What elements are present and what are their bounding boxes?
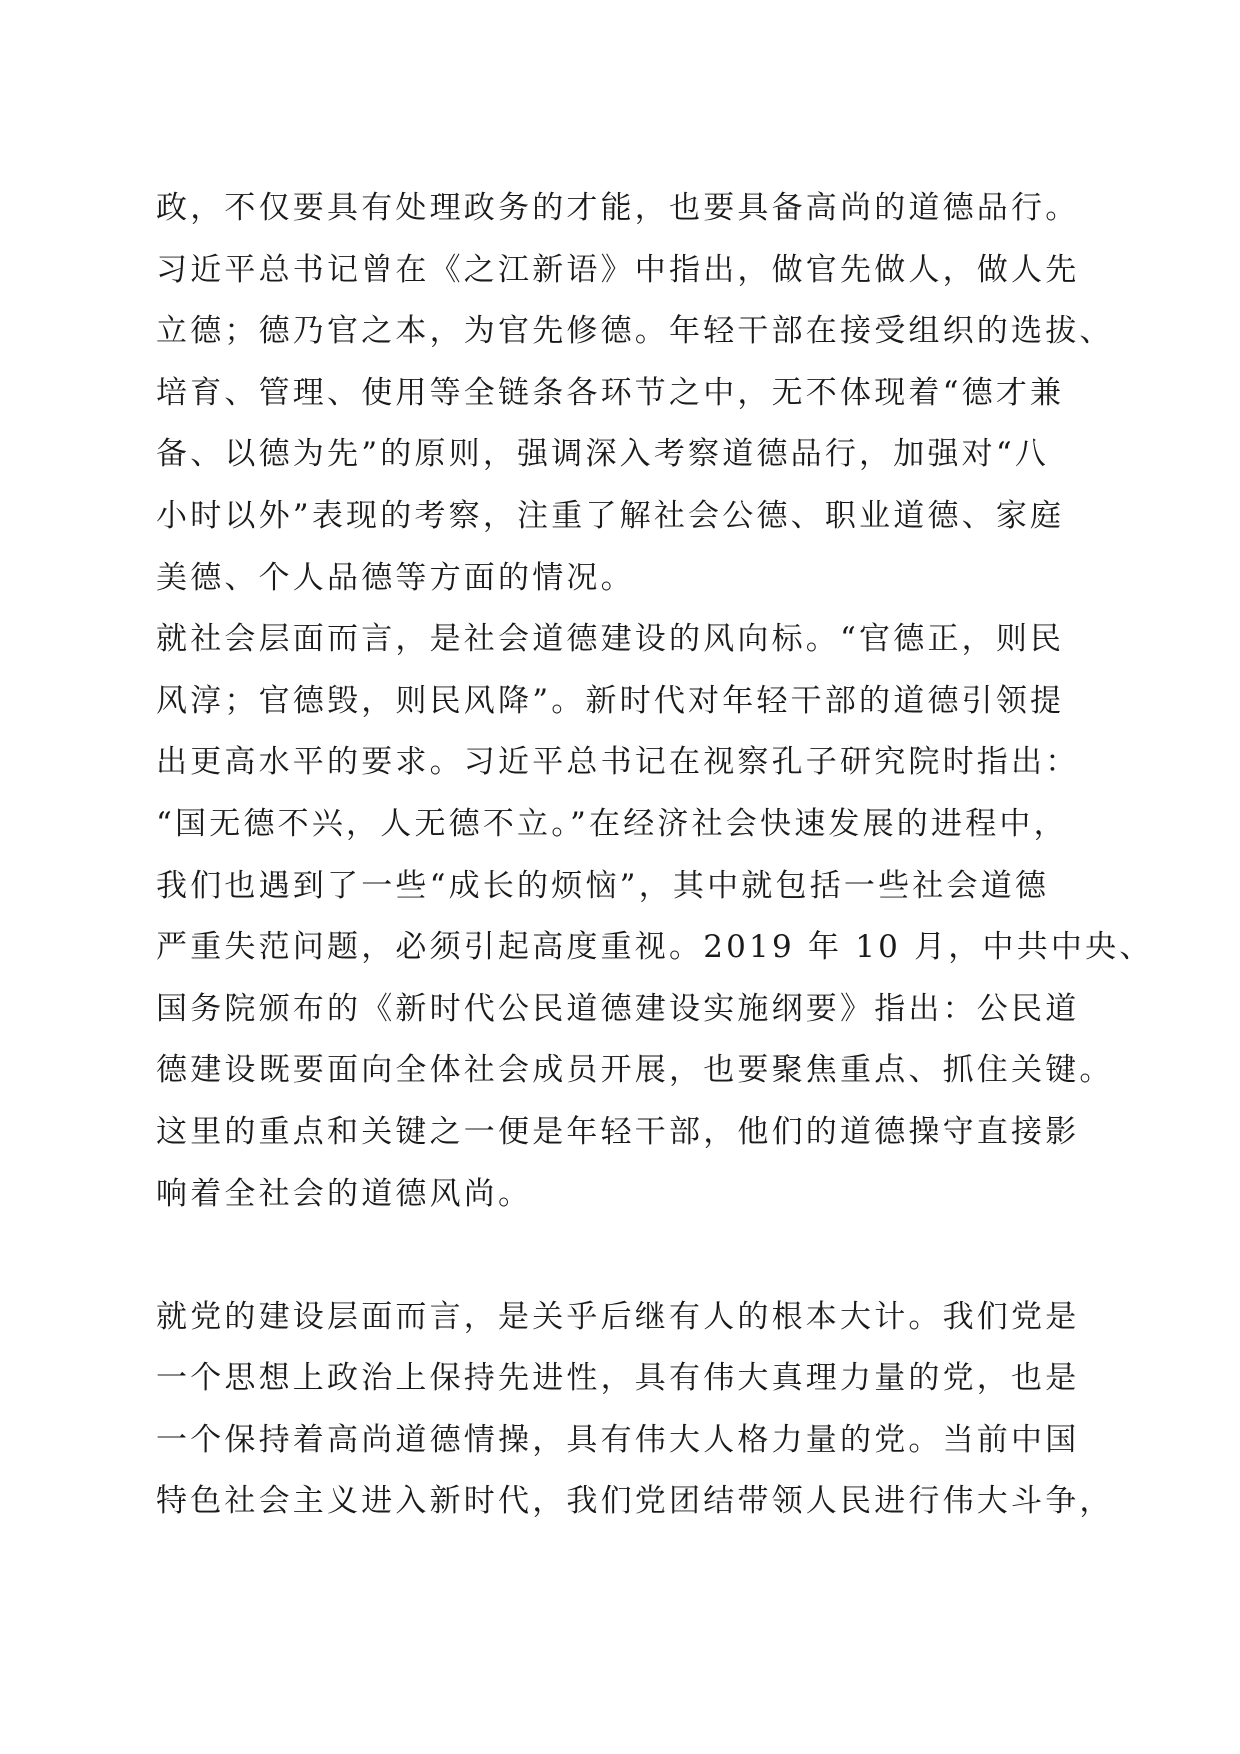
- text-line: 出更高水平的要求。习近平总书记在视察孔子研究院时指出：: [156, 744, 1080, 781]
- text-line: 立德；德乃官之本，为官先修德。年轻干部在接受组织的选拔、: [156, 313, 1114, 350]
- paragraph-moral-character: [156, 188, 1114, 619]
- text-line: 这里的重点和关键之一便是年轻干部，他们的道德操守直接影: [156, 1113, 1080, 1150]
- text-line: 我们也遇到了一些“成长的烦恼”，其中就包括一些社会道德: [156, 867, 1050, 904]
- paragraph-party-building: [156, 1297, 1114, 1543]
- text-line: 备、以德为先”的原则，强调深入考察道德品行，加强对“八: [156, 436, 1050, 473]
- text-line: 德建设既要面向全体社会成员开展，也要聚焦重点、抓住关键。: [156, 1052, 1114, 1089]
- text-line: [156, 1235, 1086, 1297]
- text-line: 国务院颁布的《新时代公民道德建设实施纲要》指出：公民道: [156, 990, 1080, 1027]
- text-line: 习近平总书记曾在《之江新语》中指出，做官先做人，做人先: [156, 251, 1080, 288]
- text-line: 小时以外”表现的考察，注重了解社会公德、职业道德、家庭: [156, 497, 1065, 534]
- text-line: 一个保持着高尚道德情操，具有伟大人格力量的党。当前中国: [156, 1421, 1080, 1458]
- text-line: 一个思想上政治上保持先进性，具有伟大真理力量的党，也是: [156, 1360, 1080, 1397]
- text-line: 培育、管理、使用等全链条各环节之中，无不体现着“德才兼: [156, 374, 1065, 411]
- text-line: 响着全社会的道德风尚。: [156, 1175, 533, 1212]
- text-line: 特色社会主义进入新时代，我们党团结带领人民进行伟大斗争，: [156, 1483, 1114, 1520]
- text-line: 就社会层面而言，是社会道德建设的风向标。“官德正，则民: [156, 621, 1065, 658]
- text-line: “国无德不兴，人无德不立。”在经济社会快速发展的进程中，: [156, 805, 1068, 842]
- paragraph-social-level: [156, 619, 1154, 1297]
- text-line: 严重失范问题，必须引起高度重视。2019 年 10 月，中共中央、: [156, 929, 1154, 966]
- text-line: 就党的建设层面而言，是关乎后继有人的根本大计。我们党是: [156, 1298, 1080, 1335]
- body-text: [156, 188, 1154, 1543]
- text-line: 美德、个人品德等方面的情况。: [156, 559, 635, 596]
- text-line: 风淳；官德毁，则民风降”。新时代对年轻干部的道德引领提: [156, 682, 1065, 719]
- text-line: 政，不仅要具有处理政务的才能，也要具备高尚的道德品行。: [156, 190, 1080, 226]
